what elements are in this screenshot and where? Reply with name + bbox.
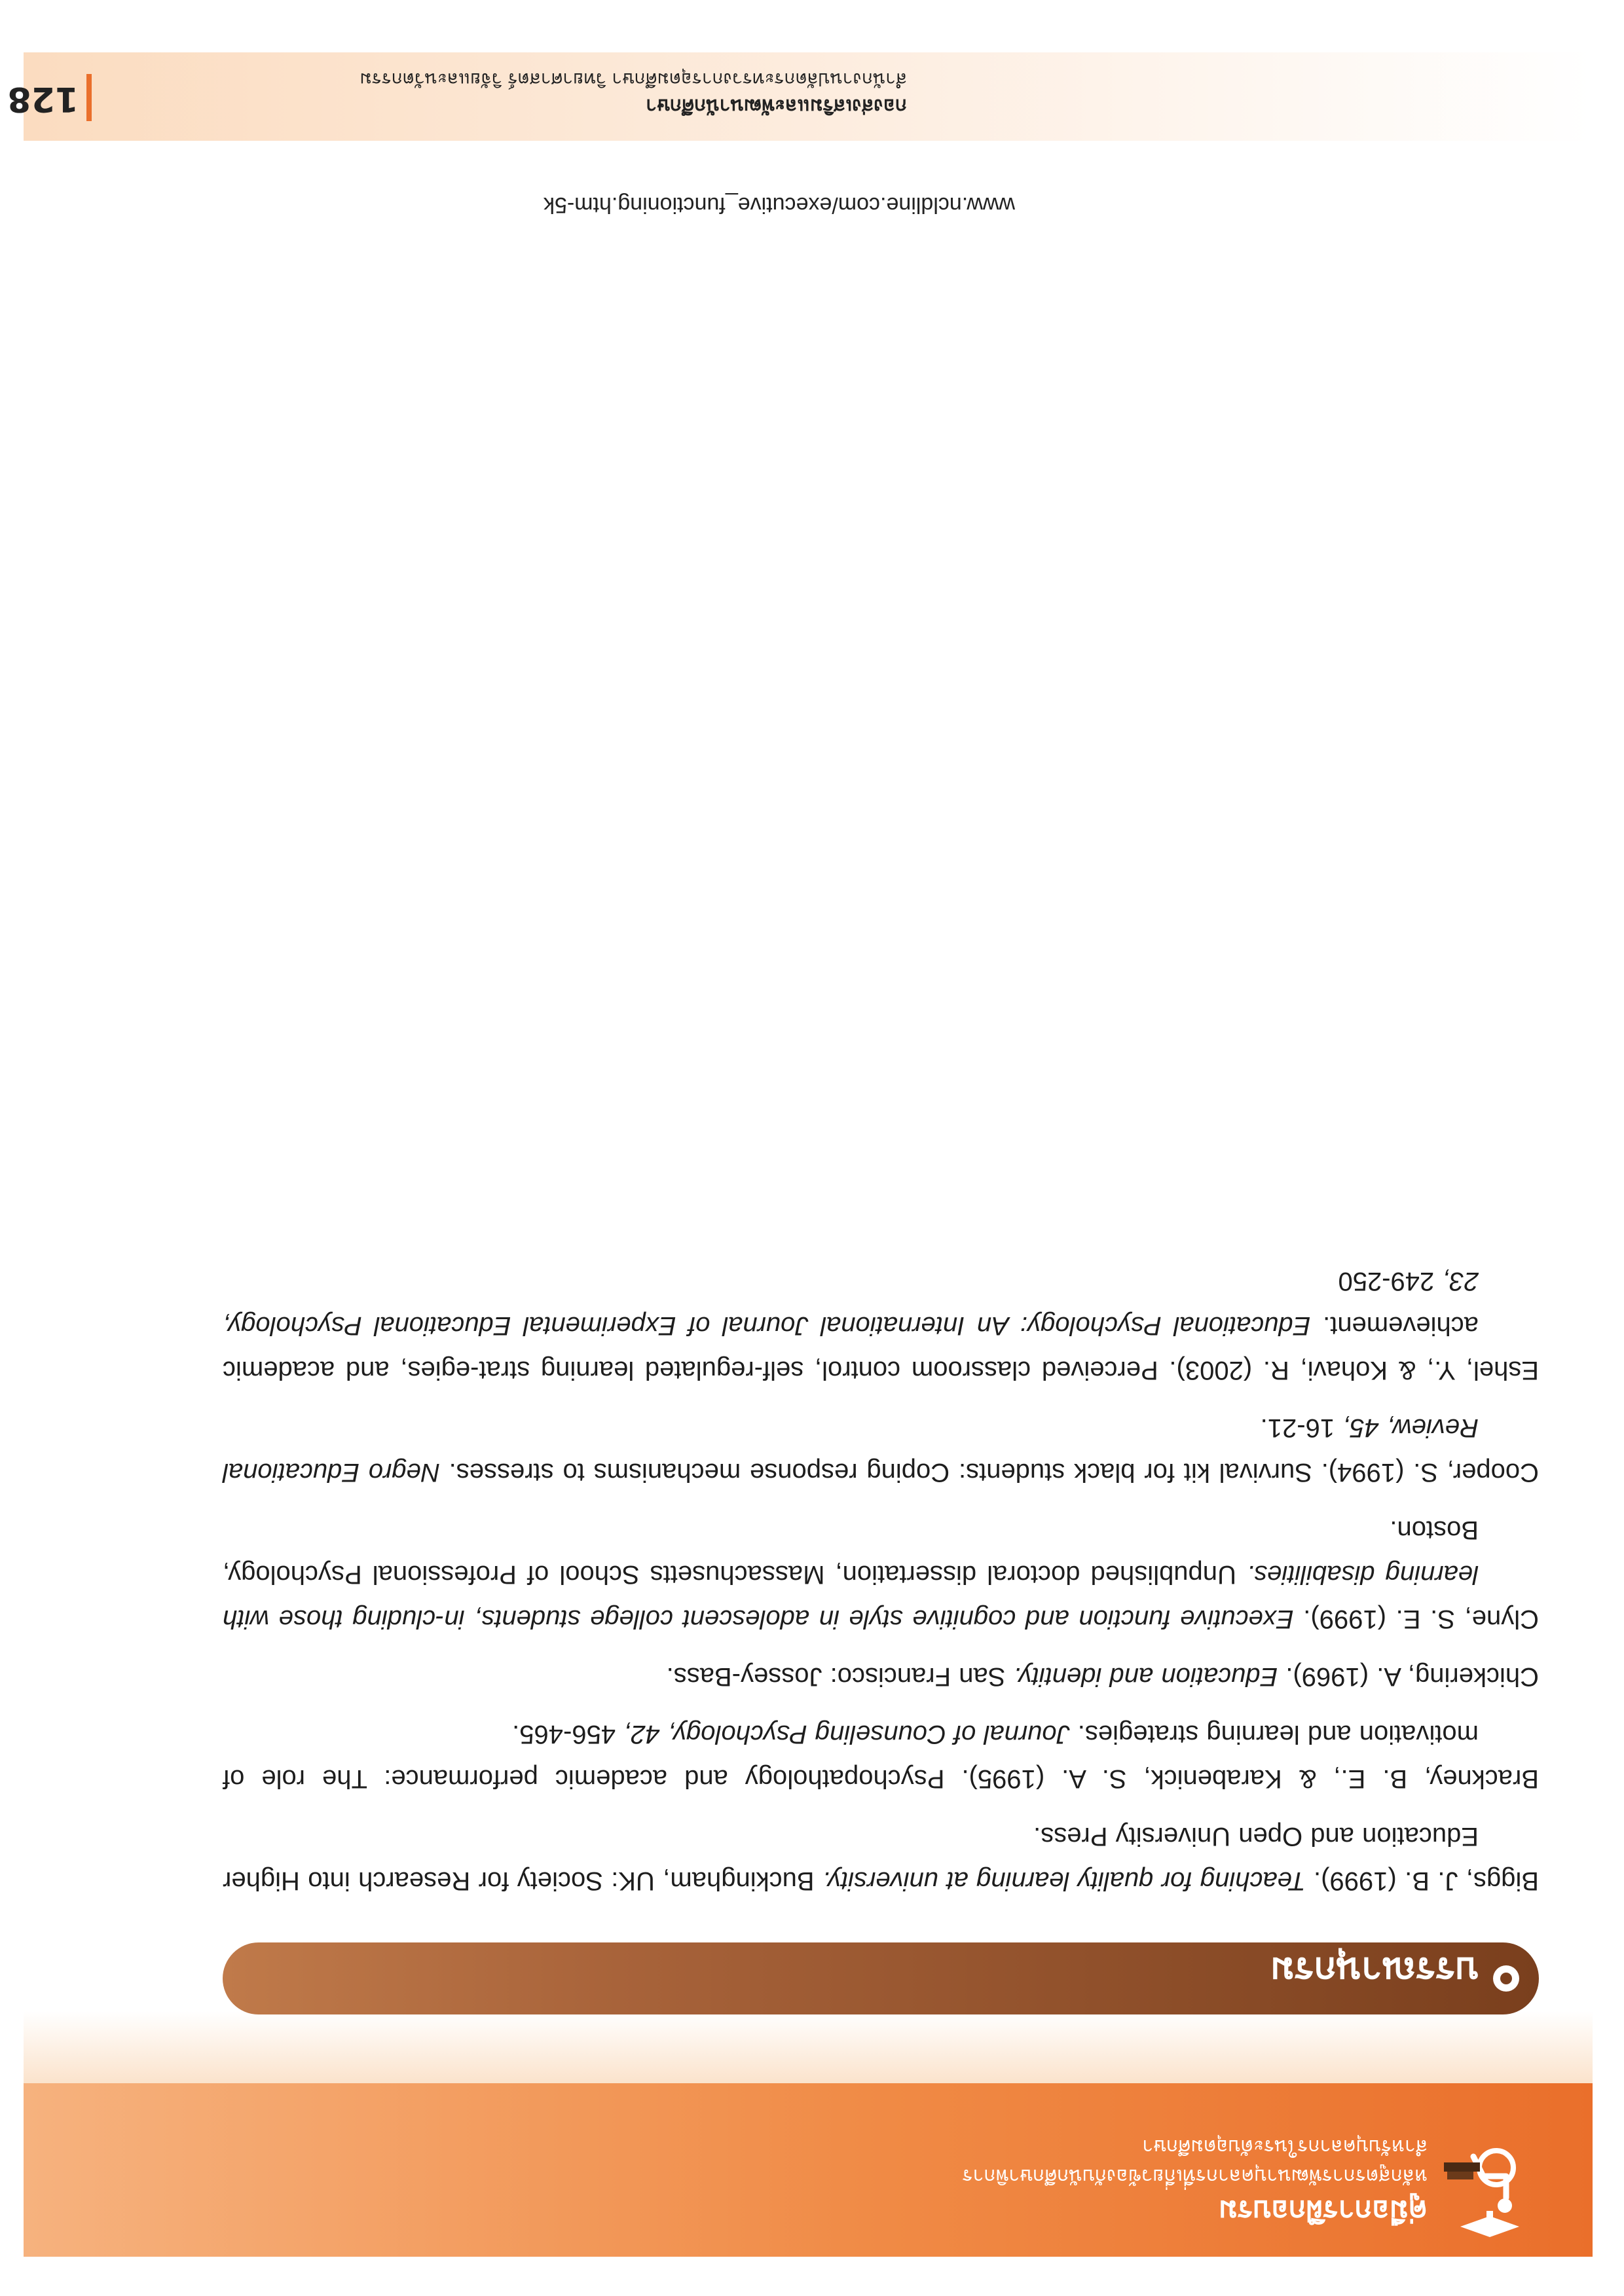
section-title: บรรณานุกรม <box>1270 1949 1479 1992</box>
header-subtitle-2: สำหรับบุคลากรในระดับอุดมศึกษา <box>1142 2135 1428 2158</box>
footer-ministry: สำนักงานปลัดกระทรวงการอุดมศึกษา วิทยาศาสตร์ วิจัยและนวัตกรรม <box>360 69 907 90</box>
footer-url: www.ncldline.com/executive_functioning.htm-5k <box>543 192 1015 217</box>
reference-item: Clyne, S. E. (1999). Executive function and cognitive style in adolescent college students, in-cluding those with learning disabilities. Unpublished doctoral dissertation, Massachusetts School of Professional Psychology, Boston. <box>222 1516 1539 1633</box>
reference-item: Cooper, S. (1994). Survival kit for black students: Coping response mechanisms to stresses. Negro Educational Review, 45, 16-21. <box>223 1413 1539 1487</box>
header-title: คู่มือการฝึกอบรม <box>1218 2194 1428 2227</box>
reference-item: Chickering, A. (1969). Education and identity. San Francisco: Jossey-Bass. <box>666 1662 1539 1691</box>
reference-item: Biggs, J. B. (1999). Teaching for quality learning at university. Buckingham, UK: Society for Research into Higher Education and Open University Press. <box>223 1822 1539 1895</box>
bullet-icon <box>1493 1965 1519 1992</box>
footer-divider <box>86 74 92 121</box>
reference-item: Brackney, B. E., & Karabenick, S. A. (1995). Psychopathology and academic performance: The role of motivation and learning strategies. Journal of Counseling Psychology, 42, 456-465. <box>223 1720 1539 1793</box>
section-heading <box>223 1942 1539 2014</box>
header-glow <box>24 2011 1593 2083</box>
header-subtitle: หลักสูตรการพัฒนาบุคลากรที่เกี่ยวข้องกับนักศึกษาพิการ <box>962 2164 1428 2187</box>
page-number: 128 <box>7 79 79 118</box>
wheelchair-graduate-icon <box>1441 2147 1539 2245</box>
reference-list <box>223 1246 1539 1903</box>
reference-item: Eshel, Y., & Kohavi, R. (2003). Perceived classroom control, self-regulated learning strat-egies, and academic achievement. Educational Psychology: An International Journal of Experimental Educational Psychology, 23, 249-250 <box>222 1267 1539 1385</box>
footer-organization: กองส่งเสริมและพัฒนานักศึกษา <box>646 94 907 117</box>
